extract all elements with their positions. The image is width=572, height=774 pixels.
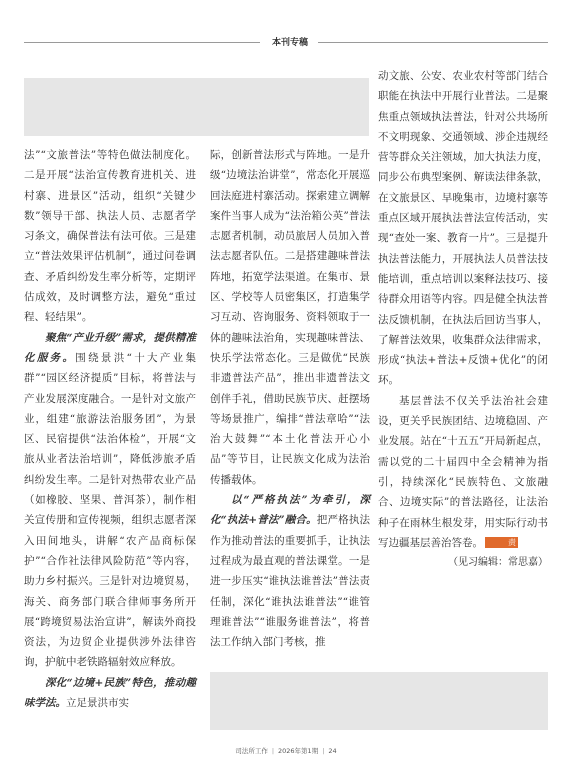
journal-name: 司法所工作 (235, 747, 268, 755)
paragraph: 法”“文旅普法”等特色做法制度化。二是开展“法治宣传教育进机关、进村寨、进景区”活动，组织“关键少数”领导干部、执法人员、志愿者学习条文，确保普法有法可依。三是建立“普法效果评估机制”，通过问卷调查、矛盾纠纷发生率分析等，定期评估成效，及时调整方法，避免“重过程、轻结果”。 (24, 149, 196, 324)
paragraph-body: 立足景洪市实 (66, 697, 129, 710)
issue-label: 2026年第1期 (278, 747, 319, 755)
editor-credit: （见习编辑：常思嘉） (448, 557, 548, 569)
header-rule-right (318, 42, 548, 43)
column-3 (378, 66, 548, 573)
paragraph (210, 490, 370, 652)
quote-box-top (24, 78, 369, 136)
paragraph-lead: 深化“边境+民族”特色，推动趣味学法。 (24, 676, 196, 710)
paragraph: 际，创新普法形式与阵地。一是升级“边境法治讲堂”，常态化开展巡回法庭进村寨活动。探索建立调解案件当事人成为“法治箱公英”普法志愿者机制，动员旅居人员加入普法志愿者队伍。二是搭建趣味普法阵地，拓宽学法渠道。在集市、景区、学校等人员密集区，打造集学习互动、咨询服务、资料领取于一体的趣味法治角，实现趣味普法、快乐学法常态化。三是做优“民族非遗普法产品”，推出非遗普法文创伴手礼，借助民族节庆、赶摆场等场景推广，编排“普法章哈”“法治大鼓舞”“本土化普法开心小品”等节目，让民族文化成为法治传播载体。 (210, 149, 370, 486)
section-label: 本刊专稿 (271, 38, 308, 48)
paragraph: 动文旅、公安、农业农村等部门结合职能在执法中开展行业普法。二是聚焦重点领域执法普法，针对公共场所不文明现象、交通领域、涉企违规经营等群众关注领域，加大执法力度，同步公布典型案例、解读法律条款，在文旅景区、早晚集市，边境村寨等重点区域开展执法普法宣传活动，实现“查处一案、教育一片”。三是提升执法普法能力，开展执法人员普法技能培训，重点培训以案释法技巧、接待群众用语等内容。四是健全执法普法反馈机制，在执法后回访当事人，了解普法效果，收集群众法律需求，形成“执法+普法+反馈+优化”的闭环。 (378, 70, 548, 387)
column-2 (210, 145, 370, 652)
column-1 (24, 145, 196, 713)
paragraph (378, 391, 548, 553)
paragraph-body: 围绕景洪“十大产业集群”“园区经济提质”目标，将普法与产业发展深度融合。一是针对文旅产业，组建“旅游法治服务团”，为景区、民宿提供“法治体检”，开展“文旅从业者法治培训”，降低涉旅矛盾纠纷发生率。二是针对热带农业产品（如橡胶、坚果、普洱茶），制作相关宣传册和宣传视频，组织志愿者深入田间地头，讲解“农产品商标保护”“合作社法律风险防范”等内容，助力乡村振兴。三是针对边境贸易，海关、商务部门联合律师事务所开展“跨境贸易法治宣讲”，解读外商投资法，为边贸企业提供涉外法律咨询，护航中老铁路辐射效应释放。 (24, 351, 197, 669)
page-footer: 司法所工作 | 2026年第1期 | 24 (235, 747, 337, 755)
paragraph-lead: 聚焦“产业升级”需求，提供精准化服务。 (24, 331, 196, 364)
paragraph (24, 328, 196, 673)
header-rule-left (24, 42, 260, 43)
paragraph (24, 673, 196, 714)
paragraph-body: 基层普法不仅关乎法治社会建设，更关乎民族团结、边境稳固、产业发展。站在“十五五”开局新起点，需以党的二十届四中全会精神为指引，持续深化“民族特色、文旅融合、边境实际”的普法路径，让法治种子在雨林生根发芽，用实际行动书写边疆基层善治答卷。 (378, 394, 548, 549)
quote-box-bottom (210, 672, 548, 730)
end-mark: 责 (485, 537, 518, 548)
paragraph-lead: 以“严格执法”为牵引，深化“执法+普法”融合。 (210, 494, 370, 527)
paragraph-body: 把严格执法作为推动普法的重要抓手，让执法过程成为最直观的普法课堂。一是进一步压实“谁执法谁普法”普法责任制，深化“谁执法谁普法”“谁管理谁普法”“谁服务谁普法”，将普法工作纳入部门考核，推 (210, 514, 370, 649)
page-number: 24 (328, 747, 337, 755)
